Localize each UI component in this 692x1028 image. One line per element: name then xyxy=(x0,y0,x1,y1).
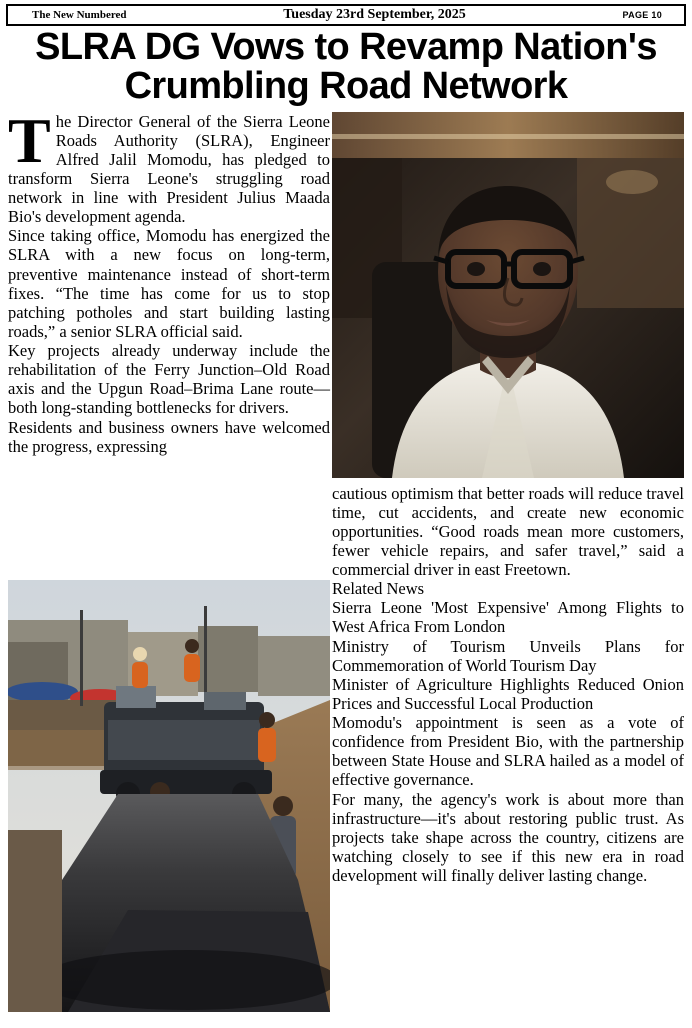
related-news-item[interactable]: Sierra Leone 'Most Expensive' Among Flights to West Africa From London xyxy=(332,598,684,637)
paper-name: The New Numbered xyxy=(32,9,127,21)
newspaper-page xyxy=(0,4,692,1028)
paragraph: Since taking office, Momodu has energized the SLRA with a new focus on long-term, preventive maintenance instead of short-term fixes. “The time has come for us to stop patching potholes and start building lasting roads,” a senior SLRA official said. xyxy=(8,226,330,341)
related-news-heading: Related News xyxy=(332,579,425,599)
portrait-photo-spacer xyxy=(332,112,684,484)
headline-line-1: SLRA DG Vows to Revamp Nation's xyxy=(35,26,657,68)
road-paving-photo xyxy=(8,580,330,1012)
headline-line-2: Crumbling Road Network xyxy=(124,64,568,107)
left-column xyxy=(8,104,330,456)
paragraph: cautious optimism that better roads will reduce travel time, cut accidents, and create new economic opportunities. “Good roads mean more customers, fewer vehicle repairs, and safer travel,” said a commercial driver in east Freetown. xyxy=(332,483,684,579)
article-body xyxy=(8,104,684,1012)
right-column xyxy=(332,112,684,886)
issue-date: Tuesday 23rd September, 2025 xyxy=(283,7,466,22)
related-news-item[interactable]: Ministry of Tourism Unveils Plans for Commemoration of World Tourism Day xyxy=(332,636,684,675)
paragraph-lead: The Director General of the Sierra Leone Roads Authority (SLRA), Engineer Alfred Jalil Momodu, has pledged to transform Sierra Leone's struggling road network in line with President Julius Maada Bio's development agenda. xyxy=(8,104,330,227)
paragraph: For many, the agency's work is about more than infrastructure—it's about restoring public trust. As projects take shape across the country, citizens are watching closely to see if this new era in road development will finally deliver lasting change. xyxy=(332,789,684,885)
paragraph: Key projects already underway include the rehabilitation of the Ferry Junction–Old Road axis and the Upgun Road–Brima Lane route—both long-standing bottlenecks for drivers. xyxy=(8,341,330,418)
page-number: PAGE 10 xyxy=(622,10,662,20)
page-title xyxy=(8,28,684,106)
masthead xyxy=(6,4,686,26)
related-news-item[interactable]: Minister of Agriculture Highlights Reduced Onion Prices and Successful Local Production xyxy=(332,674,684,713)
paragraph: Residents and business owners have welcomed the progress, expressing xyxy=(8,417,330,456)
paragraph: Momodu's appointment is seen as a vote of confidence from President Bio, with the partnership between State House and SLRA hailed as a model of effective governance. xyxy=(332,713,684,790)
